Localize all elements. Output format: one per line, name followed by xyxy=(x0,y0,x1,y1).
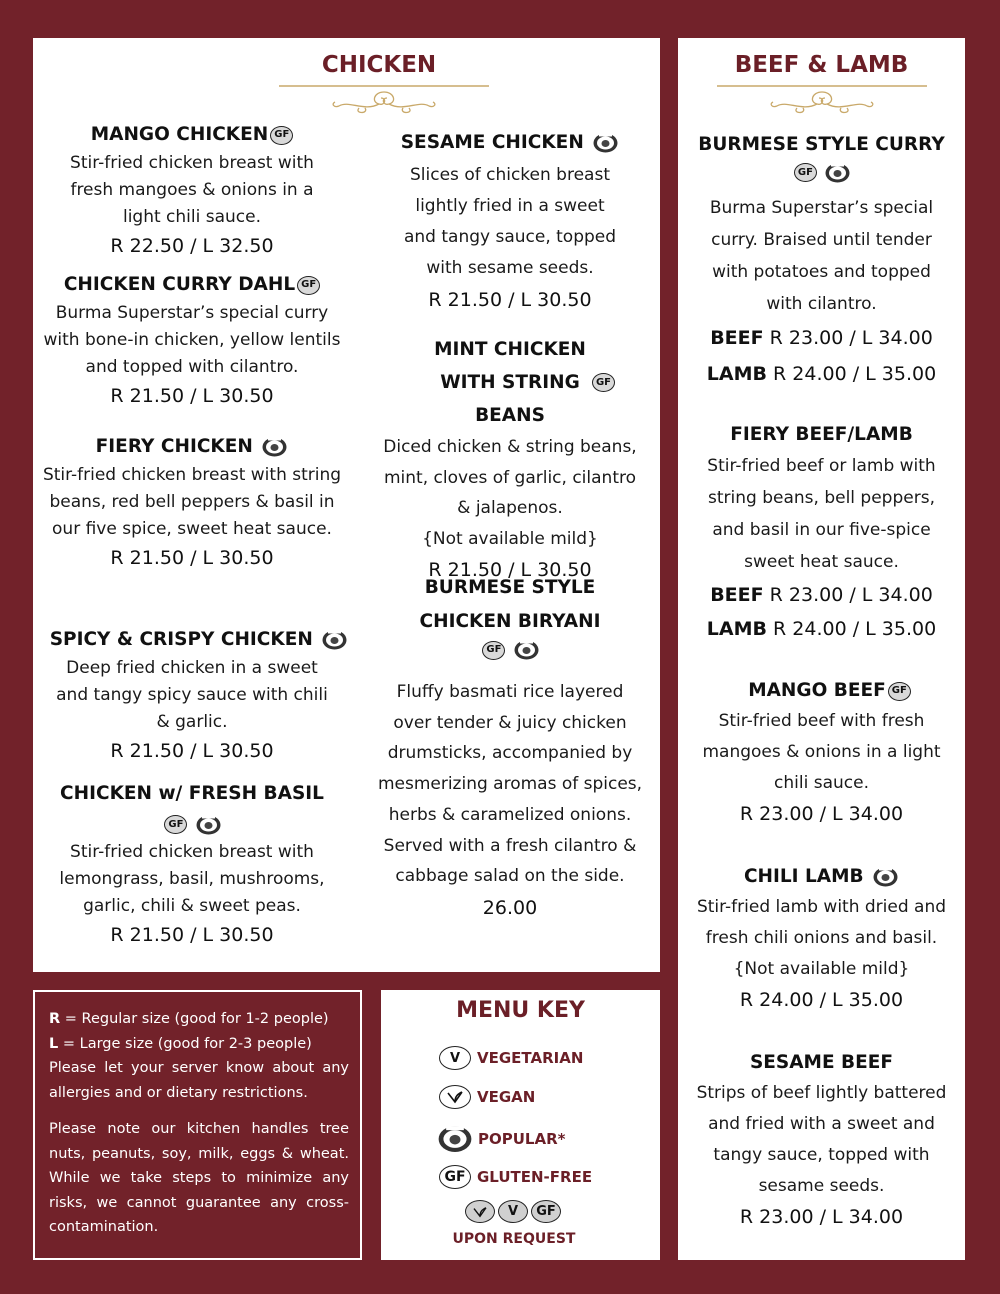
popular-icon xyxy=(513,639,540,661)
item-description: Stir-fried chicken breast with fresh mangoes & onions in a light chili sauce. xyxy=(70,153,314,227)
gluten-free-icon: GF xyxy=(270,126,293,145)
size-r-label: R xyxy=(49,1011,61,1027)
item-name: SESAME CHICKEN xyxy=(400,132,584,153)
menu-item-fiery-chicken xyxy=(41,432,343,573)
menu-item-chicken-biryani xyxy=(375,571,645,924)
size-l-text: = Large size (good for 2-3 people) xyxy=(62,1035,312,1052)
beef-lamb-panel xyxy=(678,38,965,1260)
key-row-gluten-free xyxy=(439,1165,592,1189)
item-price: R 21.50 / L 30.50 xyxy=(428,289,592,311)
item-price: R 21.50 / L 30.50 xyxy=(110,740,274,762)
chicken-panel xyxy=(33,38,660,972)
item-name: FIERY BEEF/LAMB xyxy=(730,424,913,445)
item-name: FIERY CHICKEN xyxy=(95,436,253,457)
menu-item-chicken-fresh-basil xyxy=(41,779,343,950)
size-l-label: L xyxy=(49,1035,59,1052)
item-description: Burma Superstar’s special curry with bone-in chicken, yellow lentils and topped with cilantro. xyxy=(43,303,341,377)
chicken-title: CHICKEN xyxy=(321,52,437,78)
item-price: R 23.00 / L 34.00 xyxy=(769,584,933,606)
menu-item-burmese-curry xyxy=(678,130,965,392)
lamb-label: LAMB xyxy=(706,618,767,640)
popular-icon xyxy=(435,1124,475,1154)
item-name: CHICKEN w/ FRESH BASIL xyxy=(60,783,324,804)
key-row-vegetarian xyxy=(439,1046,583,1070)
item-description: Fluffy basmati rice layered over tender & juicy chicken drumsticks, accompanied by mesmerizing aromas of spices, herbs & caramelized onions. Served with a fresh cilantro & cabbage salad on the side. xyxy=(377,682,643,887)
item-name: BURMESE STYLE CURRY xyxy=(698,134,945,155)
item-price: R 24.00 / L 35.00 xyxy=(773,618,937,640)
beef-label: BEEF xyxy=(710,584,764,606)
popular-icon xyxy=(824,162,851,184)
popular-icon xyxy=(872,866,899,888)
item-name: MINT CHICKEN WITH STRING BEANS xyxy=(434,339,586,426)
item-description: Deep fried chicken in a sweet and tangy spicy sauce with chili & garlic. xyxy=(56,658,328,732)
menu-item-chicken-curry-dahl xyxy=(41,270,343,411)
item-price: 26.00 xyxy=(482,896,538,919)
gluten-free-icon: GF xyxy=(164,815,187,834)
menu-key-title: MENU KEY xyxy=(456,998,585,1023)
gluten-free-icon: GF xyxy=(794,163,817,182)
item-description: Slices of chicken breast lightly fried in a sweet and tangy sauce, topped with sesame seeds. xyxy=(403,165,617,278)
popular-icon xyxy=(321,629,348,651)
key-label: VEGETARIAN xyxy=(477,1049,584,1067)
key-label: POPULAR* xyxy=(478,1130,566,1148)
size-r-text: = Regular size (good for 1-2 people) xyxy=(64,1011,329,1027)
menu-item-spicy-crispy-chicken xyxy=(41,625,357,766)
upon-request-icons xyxy=(465,1200,561,1223)
menu-key-panel xyxy=(381,990,660,1260)
item-note: {Not available mild} xyxy=(733,959,910,979)
item-price: R 21.50 / L 30.50 xyxy=(110,924,274,946)
key-label: VEGAN xyxy=(477,1088,536,1106)
kitchen-notice: Please note our kitchen handles tree nuts, peanuts, soy, milk, eggs & wheat. While we take steps to minimize any risks, we cannot guarantee any cross-contamination. xyxy=(49,1121,349,1235)
item-description: Strips of beef lightly battered and fried with a sweet and tangy sauce, topped with sesame seeds. xyxy=(696,1083,947,1196)
item-description: Stir-fried beef or lamb with string beans, bell peppers, and basil in our five-spice sweet heat sauce. xyxy=(707,456,936,572)
beef-lamb-title: BEEF & LAMB xyxy=(734,52,909,78)
item-price: R 23.00 / L 34.00 xyxy=(739,1206,904,1228)
lamb-label: LAMB xyxy=(706,363,767,385)
item-description: Stir-fried chicken breast with lemongrass, basil, mushrooms, garlic, chili & sweet peas. xyxy=(59,842,325,916)
item-description: Burma Superstar’s special curry. Braised until tender with potatoes and topped with cilantro. xyxy=(709,198,934,314)
menu-item-sesame-beef xyxy=(678,1048,965,1232)
item-name: MANGO BEEF xyxy=(748,680,886,701)
item-price: R 24.00 / L 35.00 xyxy=(739,989,904,1011)
item-name: BURMESE STYLE CHICKEN BIRYANI xyxy=(419,577,601,632)
ornament-icon xyxy=(279,82,489,118)
item-name: MANGO CHICKEN xyxy=(90,124,269,145)
item-name: CHILI LAMB xyxy=(743,866,864,887)
gluten-free-icon: GF xyxy=(297,276,320,295)
allergy-notice: Please let your server know about any allergies and or dietary restrictions. xyxy=(49,1060,349,1101)
item-price: R 21.50 / L 30.50 xyxy=(428,559,592,581)
menu-item-mango-beef xyxy=(678,676,965,829)
vegan-leaf-icon xyxy=(465,1200,495,1223)
item-price: R 22.50 / L 32.50 xyxy=(110,235,274,257)
popular-icon xyxy=(592,132,619,154)
ornament-icon xyxy=(716,82,928,118)
item-name: CHICKEN CURRY DAHL xyxy=(63,274,296,295)
gluten-free-icon: GF xyxy=(888,682,911,701)
vegetarian-icon: V xyxy=(439,1046,471,1070)
menu-item-chili-lamb xyxy=(678,862,965,1015)
vegetarian-icon: V xyxy=(498,1200,528,1223)
key-row-vegan xyxy=(439,1085,535,1109)
menu-item-mint-chicken xyxy=(375,333,645,586)
beef-label: BEEF xyxy=(710,327,764,349)
item-price: R 23.00 / L 34.00 xyxy=(739,803,904,825)
item-price: R 23.00 / L 34.00 xyxy=(769,327,933,349)
menu-item-mango-chicken xyxy=(41,120,343,261)
item-price: R 24.00 / L 35.00 xyxy=(773,363,937,385)
menu-item-fiery-beef-lamb xyxy=(678,420,965,646)
item-price: R 21.50 / L 30.50 xyxy=(110,385,274,407)
popular-icon xyxy=(195,814,222,836)
item-description: Diced chicken & string beans, mint, cloves of garlic, cilantro & jalapenos. xyxy=(383,437,637,518)
item-name: SESAME BEEF xyxy=(749,1052,894,1073)
notes-panel xyxy=(33,990,362,1260)
upon-request-label: UPON REQUEST xyxy=(452,1231,576,1247)
gluten-free-icon: GF xyxy=(531,1200,561,1223)
gluten-free-icon: GF xyxy=(482,641,505,660)
item-name: SPICY & CRISPY CHICKEN xyxy=(49,629,313,650)
gluten-free-icon: GF xyxy=(592,373,615,392)
key-label: GLUTEN-FREE xyxy=(477,1168,593,1186)
item-price: R 21.50 / L 30.50 xyxy=(110,547,274,569)
item-description: Stir-fried chicken breast with string beans, red bell peppers & basil in our five spice, sweet heat sauce. xyxy=(42,465,342,539)
item-description: Stir-fried beef with fresh mangoes & onions in a light chili sauce. xyxy=(702,711,941,793)
vegan-leaf-icon xyxy=(439,1085,471,1109)
item-note: {Not available mild} xyxy=(422,528,598,549)
menu-item-sesame-chicken xyxy=(375,128,645,316)
key-row-popular xyxy=(435,1124,565,1154)
gluten-free-icon: GF xyxy=(439,1165,471,1189)
popular-icon xyxy=(261,436,288,458)
item-description: Stir-fried lamb with dried and fresh chili onions and basil. xyxy=(696,897,947,948)
